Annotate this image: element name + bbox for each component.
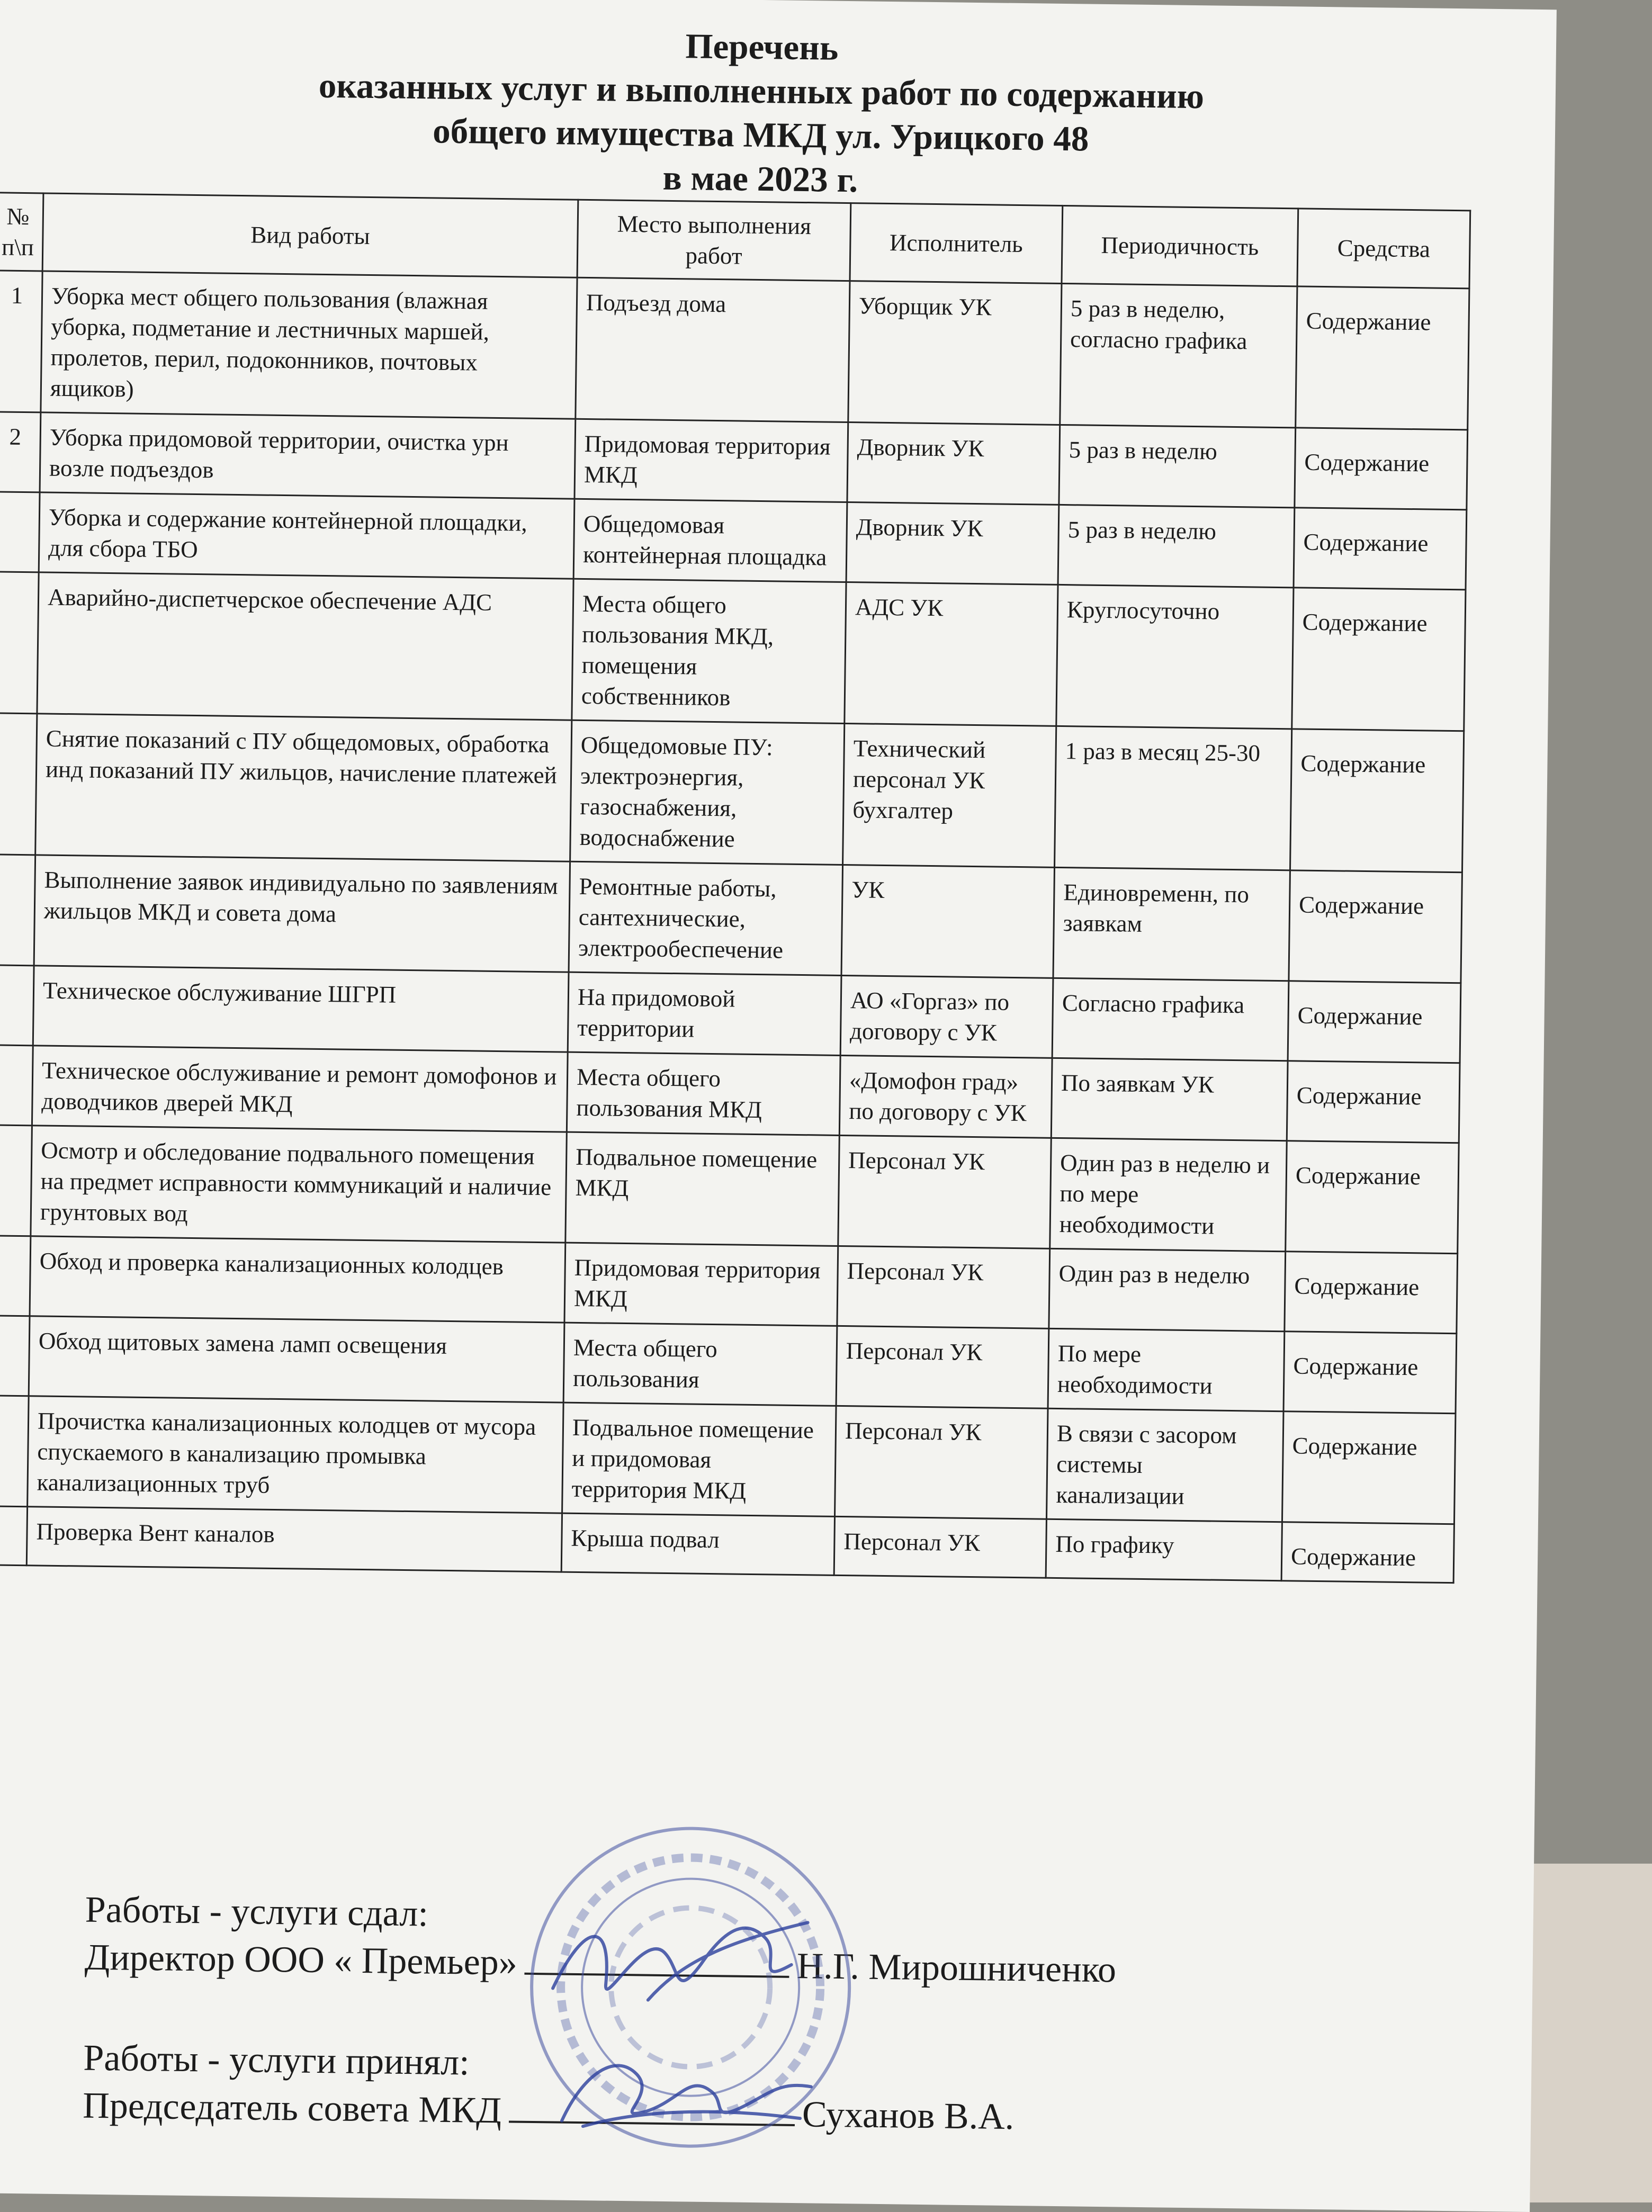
row-funds: Содержание	[1283, 1332, 1457, 1414]
row-executor: Персонал УК	[838, 1135, 1052, 1248]
row-period: По графику	[1046, 1519, 1282, 1580]
row-place: Места общего пользования МКД	[567, 1052, 840, 1135]
row-work: Обход щитовых замена ламп освещения	[29, 1316, 564, 1402]
accepted-role: Председатель совета МКД	[82, 2085, 502, 2132]
row-executor: Дворник УК	[847, 422, 1060, 505]
row-number	[0, 1125, 32, 1236]
row-executor: Персонал УК	[836, 1326, 1049, 1408]
row-work: Уборка и содержание контейнерной площадки, для сбора ТБО	[39, 492, 574, 579]
row-funds: Содержание	[1294, 508, 1467, 590]
handed-over-label: Работы - услуги сдал:	[85, 1889, 429, 1935]
row-work: Обход и проверка канализационных колодцев	[30, 1236, 565, 1323]
row-work: Проверка Вент каналов	[26, 1507, 562, 1572]
row-executor: АО «Горгаз» по договору с УК	[840, 975, 1053, 1058]
handed-over-role: Директор ООО « Премьер»	[84, 1937, 518, 1983]
row-place: Крыша подвал	[561, 1513, 834, 1575]
row-place: Общедомовая контейнерная площадка	[573, 499, 847, 582]
row-work: Выполнение заявок индивидуально по заявлениям жильцов МКД и совета дома	[34, 855, 570, 972]
row-executor: Уборщик УК	[848, 281, 1062, 425]
row-place: Места общего пользования МКД, помещения собственников	[572, 579, 846, 723]
row-number	[0, 1396, 29, 1507]
services-table	[0, 192, 1471, 1584]
row-number	[0, 1045, 33, 1126]
row-work: Аварийно-диспетчерское обеспечение АДС	[37, 572, 573, 720]
row-executor: УК	[841, 865, 1055, 978]
row-funds: Содержание	[1295, 428, 1468, 510]
row-work: Уборка придомовой территории, очистка урн возле подъездов	[40, 412, 576, 499]
header-work-type: Вид работы	[42, 193, 578, 277]
table-row	[0, 713, 1464, 873]
header-number: № п\п	[0, 193, 43, 271]
table-row	[0, 1125, 1459, 1254]
row-place: Подвальное помещение МКД	[565, 1132, 840, 1246]
row-place: Подъезд дома	[576, 277, 850, 422]
table-row	[0, 572, 1466, 731]
row-work: Уборка мест общего пользования (влажная уборка, подметание и лестничных маршей, пролетов, перил, подоконников, почтовых ящиков)	[41, 271, 577, 419]
title-line-2: оказанных услуг и выполненных работ по содержанию	[318, 66, 1205, 116]
title-line-1: Перечень	[685, 26, 839, 68]
handed-over-line	[84, 1935, 1116, 1993]
row-period: Один раз в неделю	[1049, 1248, 1286, 1331]
row-number: 2	[0, 412, 41, 492]
row-funds: Содержание	[1282, 1411, 1456, 1524]
row-number	[0, 855, 35, 966]
row-funds: Содержание	[1288, 981, 1461, 1063]
table-row	[0, 1396, 1456, 1524]
row-work: Осмотр и обследование подвального помещения на предмет исправности коммуникаций и наличие грунтовых вод	[31, 1126, 567, 1243]
row-period: Один раз в неделю и по мере необходимости	[1050, 1138, 1287, 1251]
row-executor: Персонал УК	[837, 1246, 1050, 1328]
row-period: По мере необходимости	[1048, 1328, 1285, 1411]
row-number	[0, 1236, 31, 1316]
row-work: Техническое обслуживание и ремонт домофонов и доводчиков дверей МКД	[32, 1046, 568, 1132]
row-funds: Содержание	[1292, 588, 1466, 731]
table-row	[0, 271, 1469, 430]
row-period: 5 раз в неделю	[1059, 425, 1296, 507]
table-row	[0, 855, 1462, 983]
row-place: На придомовой территории	[568, 972, 841, 1055]
row-work: Техническое обслуживание ШГРП	[33, 966, 569, 1052]
row-place: Места общего пользования	[563, 1323, 837, 1406]
row-executor: Дворник УК	[846, 502, 1059, 585]
row-period: По заявкам УК	[1051, 1058, 1288, 1140]
row-funds: Содержание	[1296, 286, 1469, 430]
row-executor: АДС УК	[845, 582, 1058, 726]
row-period: 5 раз в неделю	[1058, 505, 1295, 587]
accepted-line	[83, 2083, 1014, 2140]
signature-line	[525, 1941, 790, 1978]
accepted-label: Работы - услуги принял:	[83, 2037, 470, 2083]
row-number	[0, 1506, 28, 1566]
row-period: 1 раз в месяц 25-30	[1055, 726, 1292, 870]
row-place: Общедомовые ПУ: электроэнергия, газоснабжения, водоснабжение	[570, 720, 845, 865]
row-funds: Содержание	[1286, 1141, 1459, 1254]
row-number	[0, 572, 39, 714]
row-funds: Содержание	[1287, 1061, 1460, 1143]
row-executor: Персонал УК	[835, 1406, 1048, 1519]
row-period: 5 раз в неделю, согласно графика	[1060, 283, 1297, 427]
title-line-3: общего имущества МКД ул. Урицкого 48	[432, 111, 1089, 159]
row-period: Круглосуточно	[1056, 585, 1294, 729]
row-period: Единовременн, по заявкам	[1053, 867, 1290, 981]
row-period: Согласно графика	[1052, 978, 1289, 1060]
row-place: Ремонтные работы, сантехнические, электрообеспечение	[569, 861, 843, 975]
row-funds: Содержание	[1289, 870, 1462, 983]
row-funds: Содержание	[1290, 729, 1464, 873]
row-number	[0, 1316, 30, 1396]
header-periodicity: Периодичность	[1062, 205, 1298, 286]
row-period: В связи с засором системы канализации	[1046, 1408, 1283, 1522]
handed-over-name: Н.Г. Мирошниченко	[796, 1946, 1117, 1991]
row-number: 1	[0, 271, 42, 412]
header-place: Место выполнения работ	[577, 200, 851, 281]
row-place: Придомовая территория МКД	[574, 419, 848, 502]
row-executor: Технический персонал УК бухгалтер	[843, 723, 1056, 867]
row-number	[0, 713, 37, 855]
row-executor: Персонал УК	[834, 1516, 1046, 1578]
row-place: Подвальное помещение и придомовая территория МКД	[562, 1402, 837, 1516]
signature-line	[509, 2089, 795, 2126]
document-title	[0, 16, 1556, 211]
row-funds: Содержание	[1285, 1252, 1458, 1334]
title-line-4: в мае 2023 г.	[662, 158, 858, 200]
accepted-name: Суханов В.А.	[802, 2094, 1014, 2138]
row-executor: «Домофон град» по договору с УК	[839, 1055, 1052, 1138]
row-place: Придомовая территория МКД	[564, 1243, 838, 1326]
row-funds: Содержание	[1281, 1522, 1454, 1583]
header-funds: Средства	[1297, 209, 1470, 289]
row-number	[0, 492, 40, 572]
row-work: Прочистка канализационных колодцев от мусора спускаемого в канализацию промывка канализационных труб	[28, 1396, 563, 1513]
row-number	[0, 965, 34, 1046]
header-executor: Исполнитель	[850, 203, 1063, 284]
row-work: Снятие показаний с ПУ общедомовых, обработка инд показаний ПУ жильцов, начисление платежей	[35, 714, 572, 861]
